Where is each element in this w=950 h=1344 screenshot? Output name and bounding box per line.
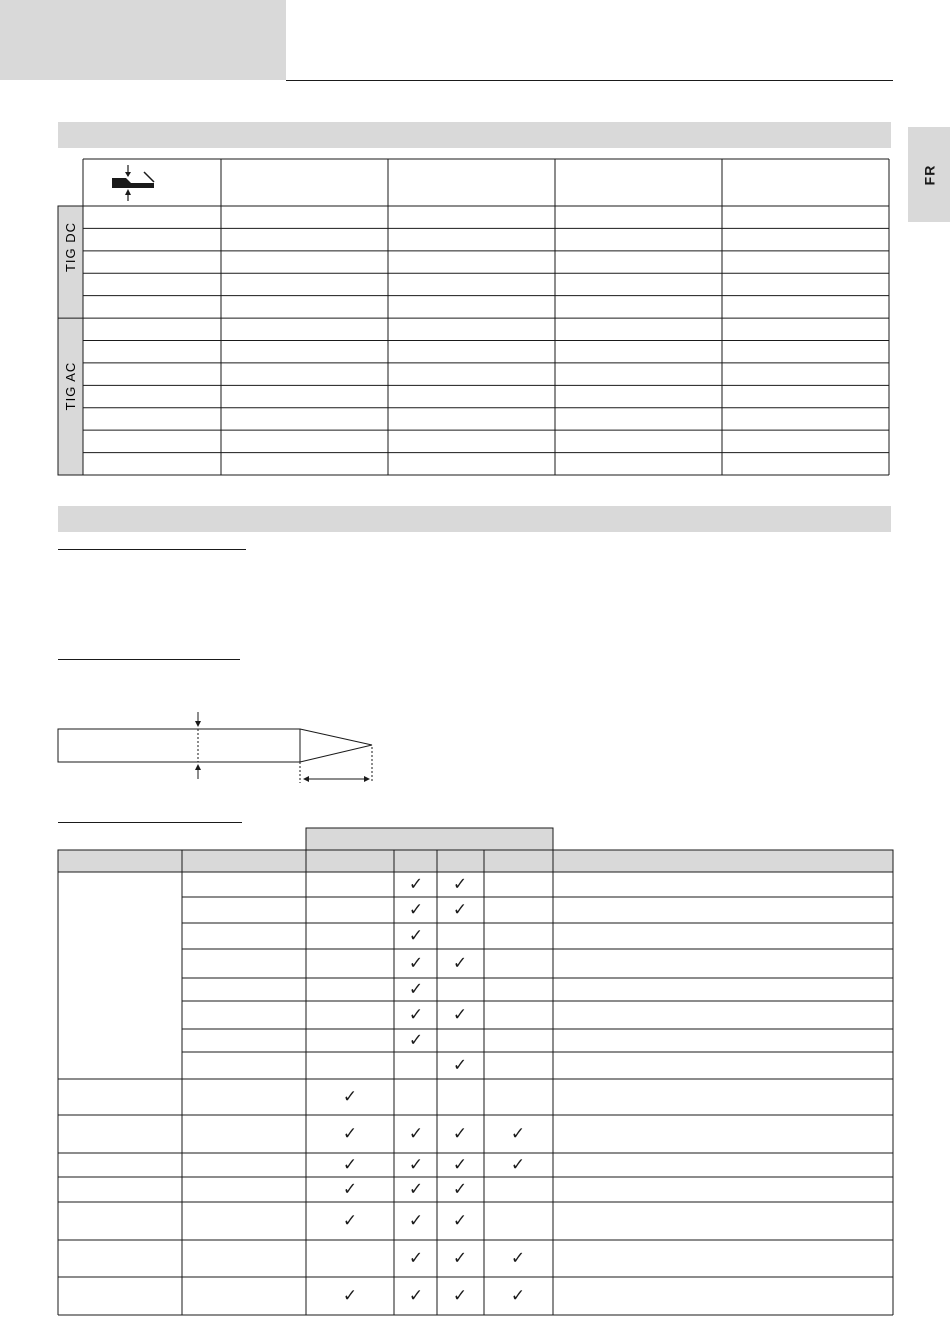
- check-mark: ✓: [452, 1155, 468, 1175]
- check-mark: ✓: [452, 1055, 468, 1076]
- check-mark: ✓: [452, 1179, 468, 1200]
- check-mark: ✓: [408, 1248, 424, 1269]
- check-mark: ✓: [408, 953, 424, 974]
- check-mark: ✓: [408, 1005, 424, 1025]
- check-mark: ✓: [342, 1155, 358, 1175]
- check-mark: ✓: [452, 1124, 468, 1144]
- check-mark: ✓: [342, 1087, 358, 1107]
- check-mark: ✓: [342, 1179, 358, 1200]
- check-mark: ✓: [342, 1124, 358, 1144]
- check-mark: ✓: [452, 953, 468, 974]
- check-mark: ✓: [408, 1124, 424, 1144]
- check-mark: ✓: [510, 1248, 526, 1269]
- language-tab-label: FR: [920, 164, 937, 185]
- check-mark: ✓: [510, 1124, 526, 1144]
- electrode-table-header-row: [58, 850, 893, 872]
- check-mark: ✓: [452, 874, 468, 895]
- check-mark: ✓: [408, 926, 424, 946]
- check-mark: ✓: [408, 1179, 424, 1200]
- check-mark: ✓: [452, 1286, 468, 1306]
- electrode-group-header: [306, 828, 553, 850]
- check-mark: ✓: [408, 874, 424, 895]
- check-mark: ✓: [452, 1248, 468, 1269]
- check-mark: ✓: [510, 1155, 526, 1175]
- check-mark: ✓: [408, 1211, 424, 1231]
- check-mark: ✓: [452, 1005, 468, 1025]
- check-mark: ✓: [342, 1286, 358, 1306]
- check-mark: ✓: [408, 1155, 424, 1175]
- check-mark: ✓: [510, 1286, 526, 1306]
- check-mark: ✓: [452, 900, 468, 920]
- check-mark: ✓: [342, 1211, 358, 1231]
- check-mark: ✓: [452, 1211, 468, 1231]
- check-mark: ✓: [408, 979, 424, 1000]
- check-mark: ✓: [408, 1286, 424, 1306]
- tig-ac-label: TIG AC: [63, 361, 78, 411]
- check-mark: ✓: [408, 900, 424, 920]
- check-mark: ✓: [408, 1030, 424, 1051]
- tig-dc-label: TIG DC: [63, 221, 78, 273]
